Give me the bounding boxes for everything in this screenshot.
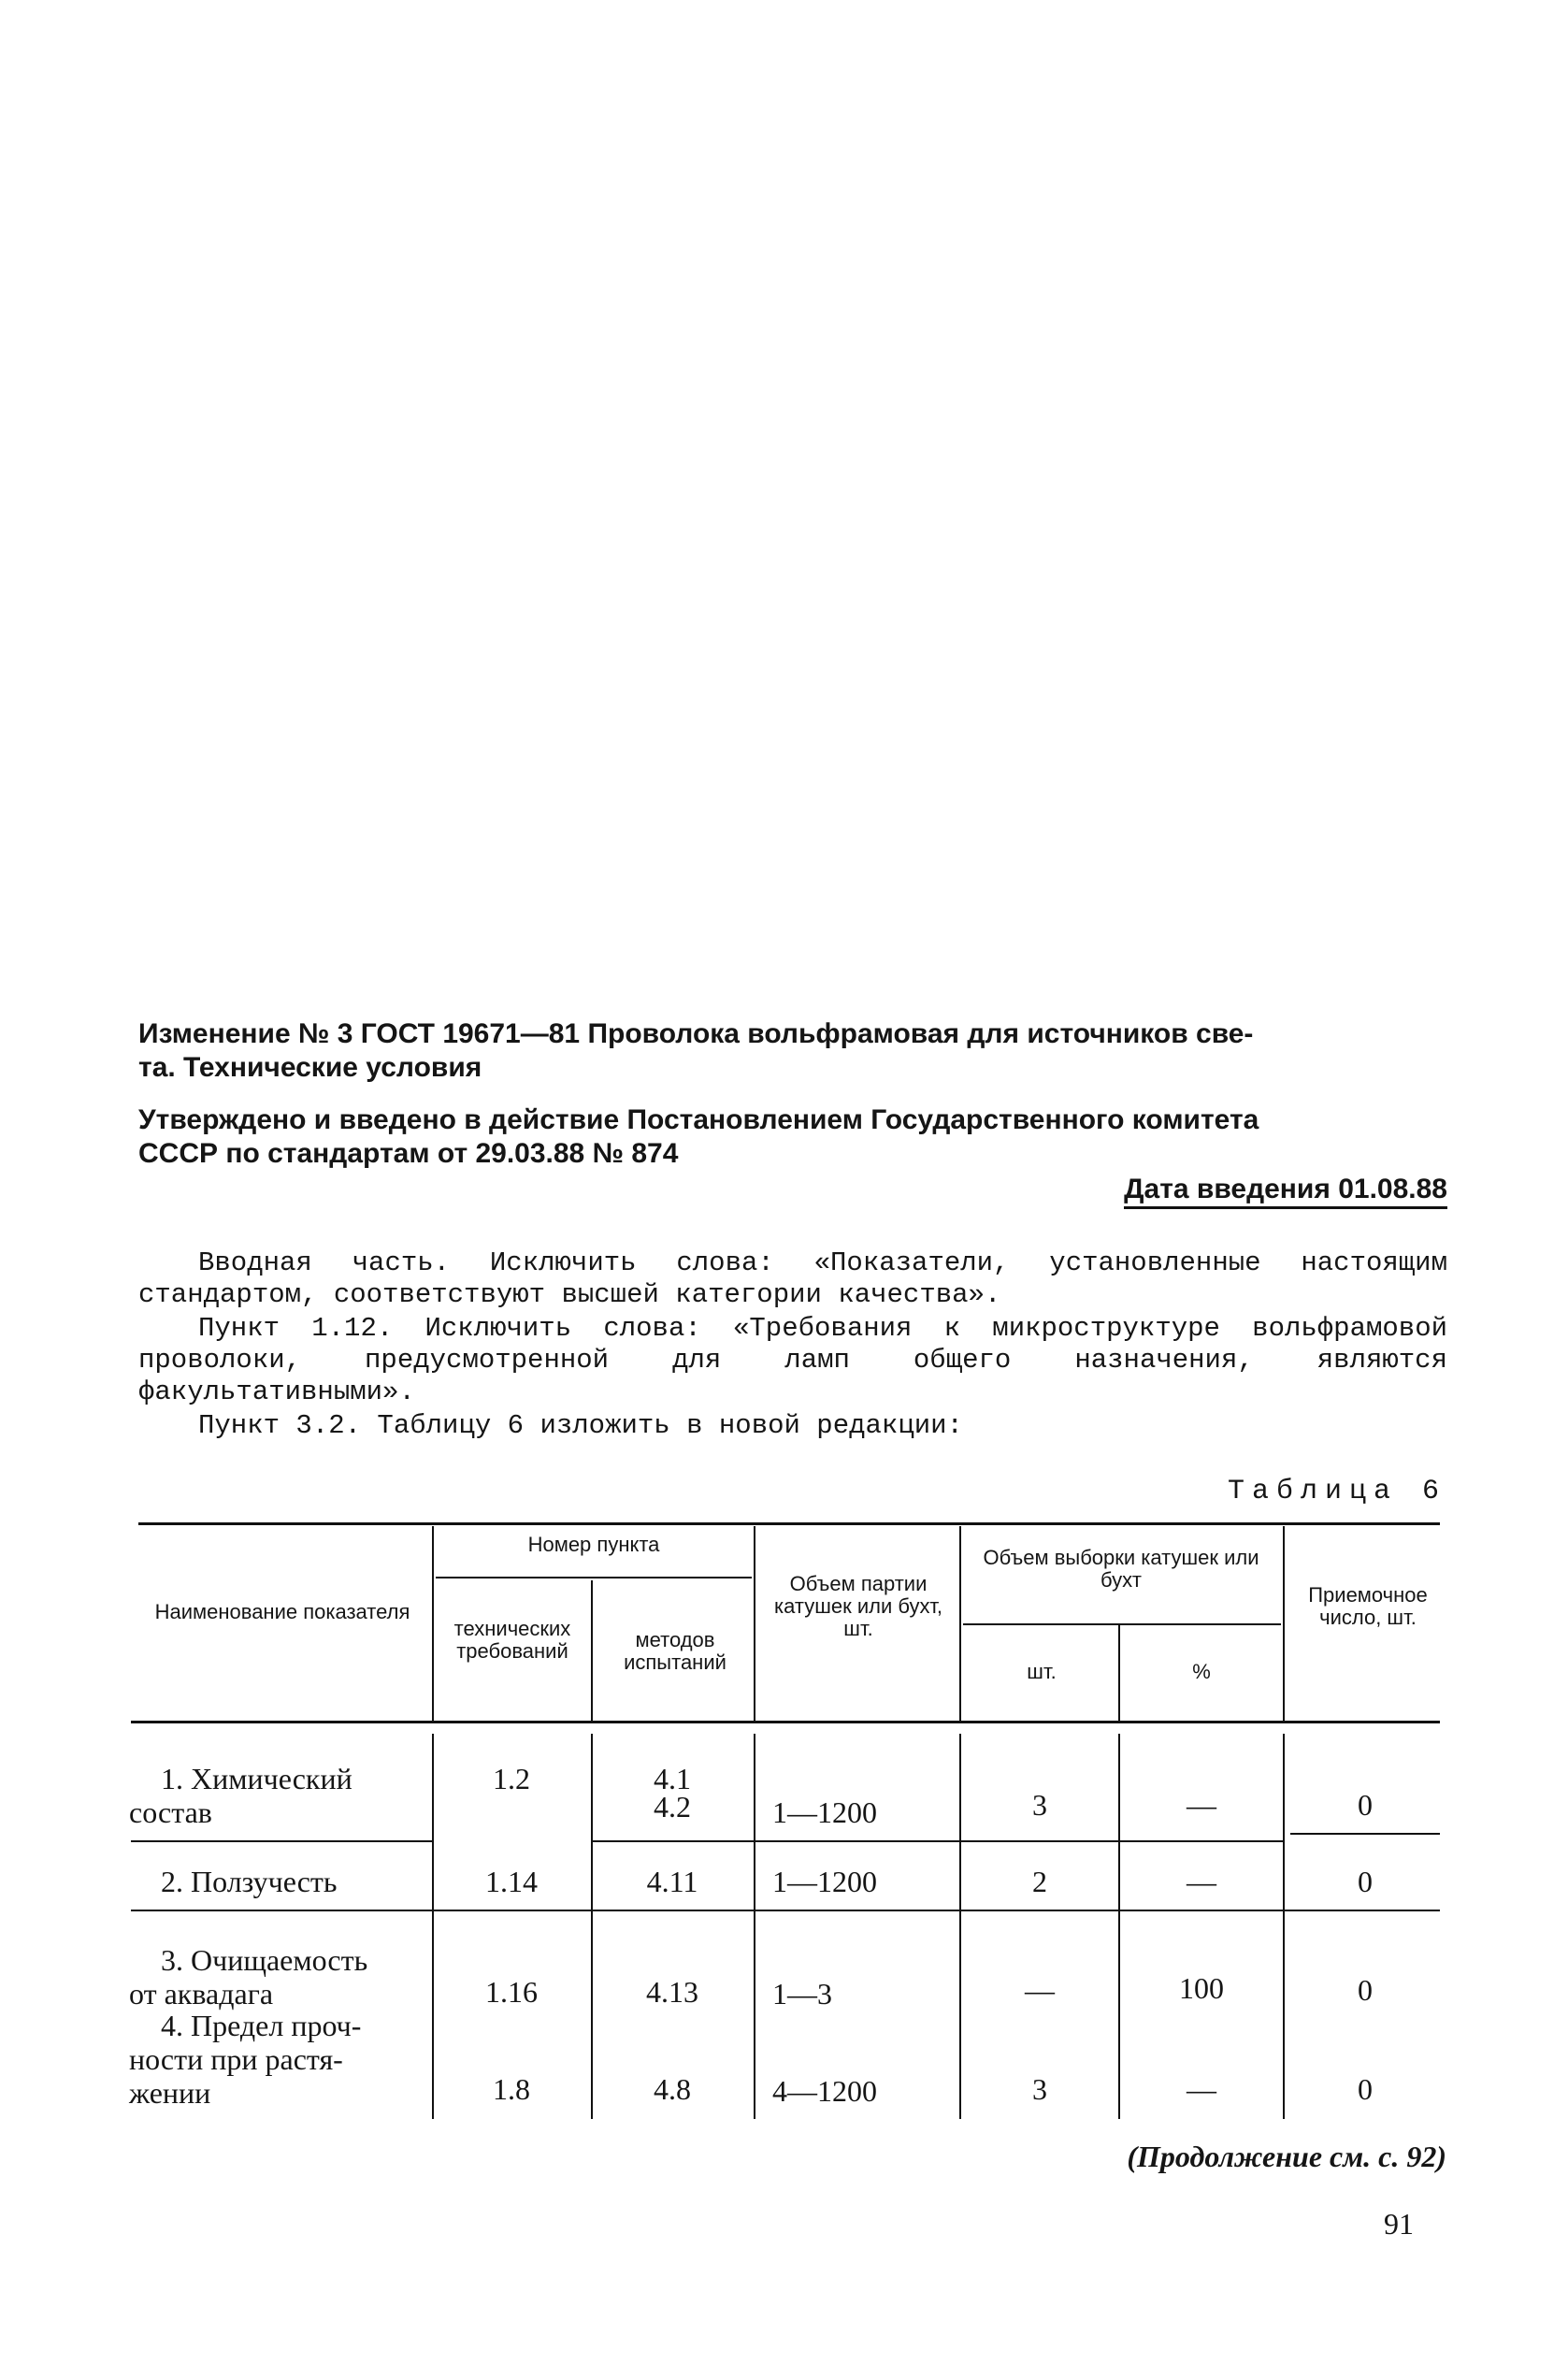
row2-pcs: 2 bbox=[1032, 1865, 1047, 1898]
body-col-divider bbox=[1283, 1734, 1285, 2119]
body-col-divider bbox=[1118, 1734, 1120, 2119]
header-test-methods: методов испытаний bbox=[624, 1628, 726, 1674]
row2-tech: 1.14 bbox=[485, 1865, 538, 1898]
row2-lot: 1—1200 bbox=[772, 1865, 877, 1898]
col-divider bbox=[1118, 1625, 1120, 1721]
row1-pcs: 3 bbox=[1032, 1788, 1047, 1822]
col-divider bbox=[432, 1526, 434, 1721]
row3-name-line1: 3. Очищаемость bbox=[161, 1943, 368, 1977]
table-caption: Таблица 6 bbox=[1227, 1476, 1446, 1507]
row1-method-line1: 4.1 bbox=[654, 1762, 691, 1795]
header-sample-pcs: шт. bbox=[1027, 1660, 1057, 1683]
col-divider bbox=[1283, 1526, 1285, 1721]
row4-accept: 0 bbox=[1358, 2072, 1373, 2106]
row3-percent: 100 bbox=[1179, 1971, 1224, 2005]
row1-lot: 1—1200 bbox=[772, 1795, 877, 1829]
col-divider bbox=[959, 1526, 961, 1721]
header-sample-volume: Объем выборки катушек или бухт bbox=[983, 1546, 1259, 1592]
row1-accept: 0 bbox=[1358, 1788, 1373, 1822]
row4-name-line1: 4. Предел проч- bbox=[161, 2009, 362, 2042]
header-lot-volume: Объем партии катушек или бухт, шт. bbox=[774, 1572, 942, 1640]
row-rule bbox=[131, 1910, 1440, 1911]
row2-name-line1: 2. Ползучесть bbox=[161, 1865, 338, 1898]
row4-name-line2: ности при растя- bbox=[129, 2042, 343, 2076]
header-item-number: Номер пункта bbox=[527, 1533, 660, 1556]
row-rule bbox=[1290, 1833, 1440, 1835]
row3-accept: 0 bbox=[1358, 1973, 1373, 2007]
amendment-title-line2: та. Технические условия bbox=[138, 1052, 482, 1083]
header-indicator-name: Наименование показателя bbox=[154, 1600, 410, 1623]
row4-lot: 4—1200 bbox=[772, 2074, 877, 2108]
approval-line1: Утверждено и введено в действие Постановлением Государственного комитета bbox=[138, 1104, 1259, 1135]
amendment-title-line1: Изменение № 3 ГОСТ 19671—81 Проволока вольфрамовая для источников све- bbox=[138, 1018, 1254, 1049]
row1-name-line1: 1. Химический bbox=[161, 1762, 352, 1795]
row4-method: 4.8 bbox=[654, 2072, 691, 2106]
paragraph-item-1-12: Пункт 1.12. Исключить слова: «Требования к микроструктуре вольфрамовой проволоки, предусмотренной для ламп общего назначения, являются факультативными». bbox=[138, 1313, 1447, 1407]
row3-method: 4.13 bbox=[646, 1975, 698, 2009]
row3-tech: 1.16 bbox=[485, 1975, 538, 2009]
row4-percent: — bbox=[1187, 2072, 1216, 2106]
subheader-rule bbox=[436, 1577, 752, 1578]
page-number: 91 bbox=[1384, 2207, 1414, 2241]
paragraph-intro-part: Вводная часть. Исключить слова: «Показатели, установленные настоящим стандартом, соответствуют высшей категории качества». bbox=[138, 1247, 1447, 1310]
continuation-note: (Продолжение см. с. 92) bbox=[1127, 2140, 1446, 2173]
col-divider bbox=[591, 1580, 593, 1721]
header-acceptance-number: Приемочное число, шт. bbox=[1308, 1583, 1428, 1629]
header-tech-requirements: технических требований bbox=[453, 1617, 571, 1663]
row2-method: 4.11 bbox=[646, 1865, 698, 1898]
row1-method-line2: 4.2 bbox=[654, 1790, 691, 1823]
row-rule bbox=[131, 1840, 432, 1842]
approval-line2: СССР по стандартам от 29.03.88 № 874 bbox=[138, 1138, 679, 1169]
body-col-divider bbox=[432, 1734, 434, 2119]
row1-tech: 1.2 bbox=[493, 1762, 530, 1795]
col-divider bbox=[754, 1526, 755, 1721]
body-col-divider bbox=[959, 1734, 961, 2119]
row2-percent: — bbox=[1187, 1865, 1216, 1898]
row3-pcs: — bbox=[1025, 1973, 1055, 2007]
table-top-rule bbox=[138, 1522, 1440, 1525]
table-header-rule bbox=[131, 1721, 1440, 1723]
row-rule bbox=[591, 1840, 1283, 1842]
subheader-rule bbox=[963, 1623, 1281, 1625]
intro-date: Дата введения 01.08.88 bbox=[138, 1173, 1447, 1206]
header-sample-percent: % bbox=[1192, 1660, 1211, 1683]
row4-name-line3: жении bbox=[129, 2076, 211, 2110]
row3-name-line2: от аквадага bbox=[129, 1977, 274, 2011]
row1-percent: — bbox=[1187, 1788, 1216, 1822]
row2-accept: 0 bbox=[1358, 1865, 1373, 1898]
paragraph-item-3-2: Пункт 3.2. Таблицу 6 изложить в новой редакции: bbox=[198, 1410, 963, 1441]
row4-tech: 1.8 bbox=[493, 2072, 530, 2106]
body-col-divider bbox=[591, 1734, 593, 2119]
row1-name-line2: состав bbox=[129, 1795, 212, 1829]
row3-lot: 1—3 bbox=[772, 1977, 832, 2011]
row4-pcs: 3 bbox=[1032, 2072, 1047, 2106]
body-col-divider bbox=[754, 1734, 755, 2119]
